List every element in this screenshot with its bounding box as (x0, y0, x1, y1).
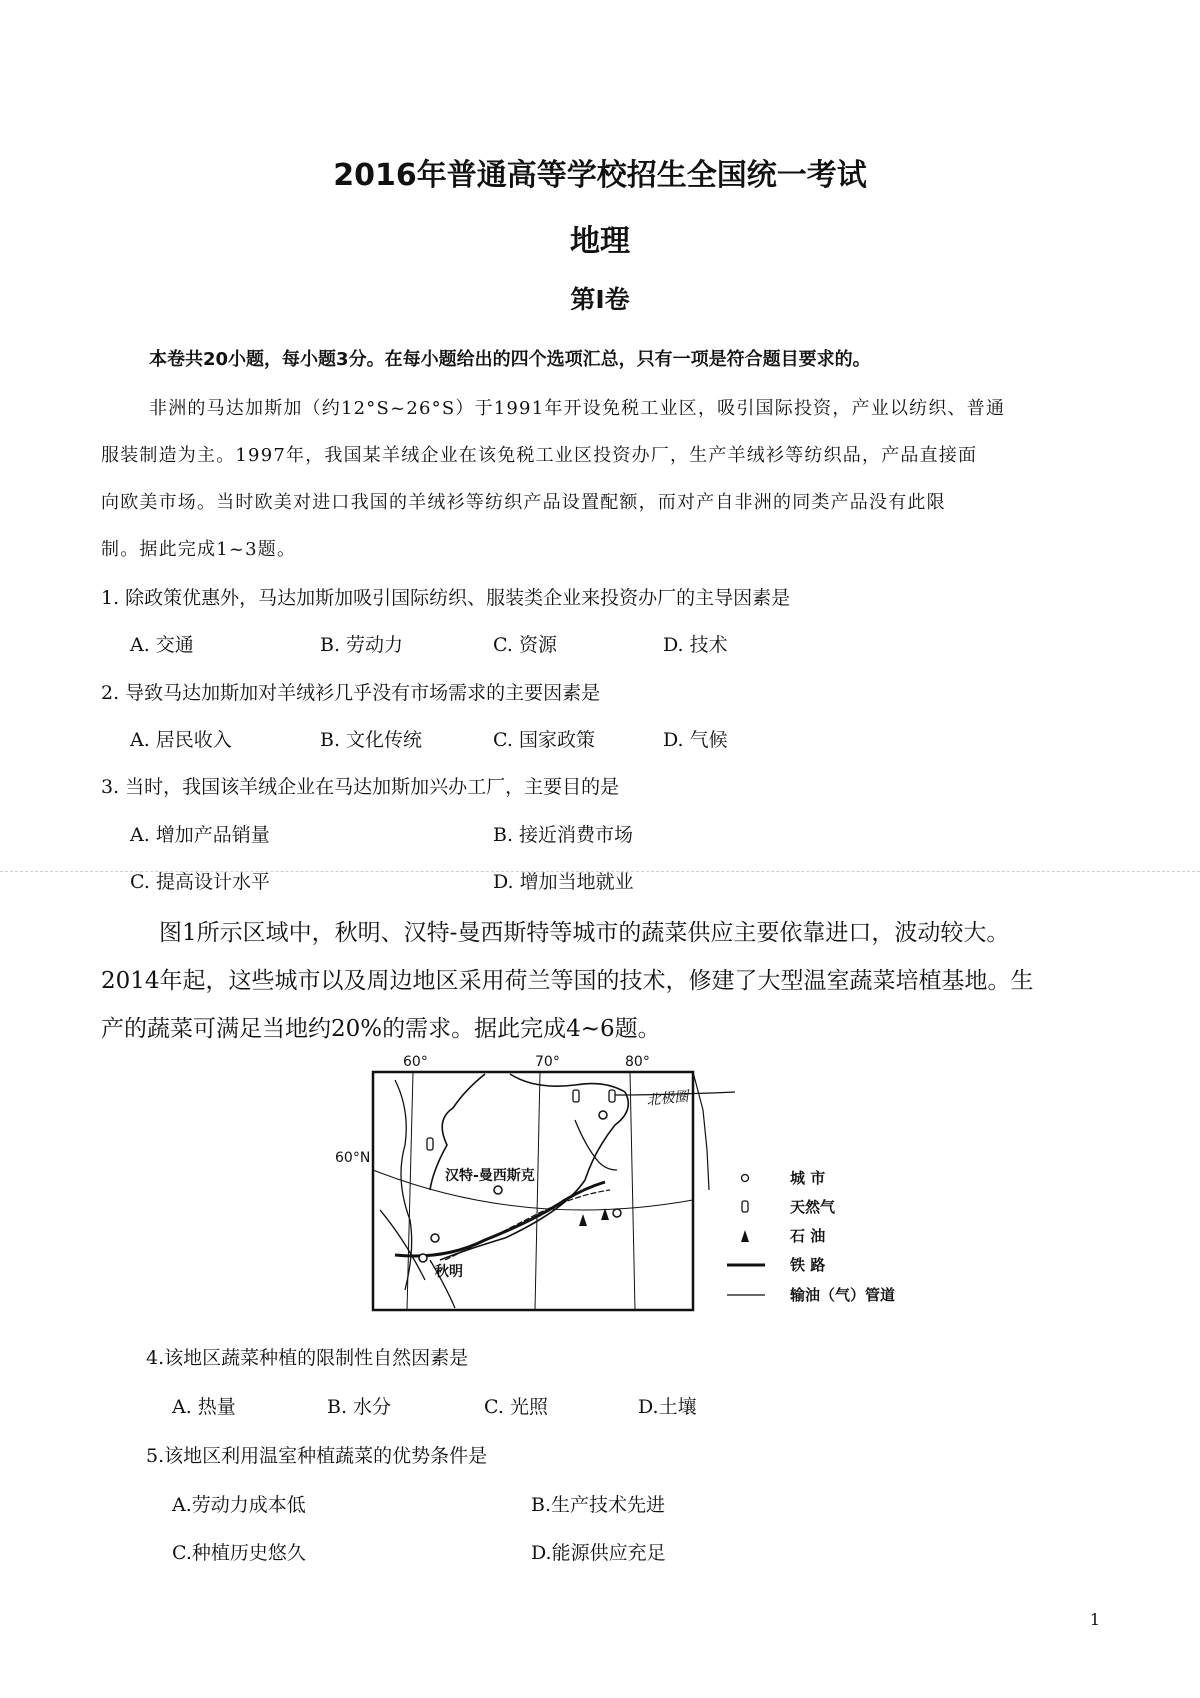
figure-1-map (335, 1050, 915, 1320)
gas-icon (609, 1090, 615, 1102)
city-marker (613, 1209, 621, 1217)
city-label-khanty-mansiysk: 汉特-曼西斯克 (445, 1168, 535, 1184)
question-1-option-c: C. 资源 (493, 634, 557, 656)
legend-label-gas: 天然气 (790, 1198, 836, 1216)
subject-title: 地理 (570, 224, 630, 259)
legend-label-railway: 铁 路 (790, 1256, 826, 1274)
passage1-line: 非洲的马达加斯加（约12°S~26°S）于1991年开设免税工业区，吸引国际投资，产业以纺织、普通 (149, 398, 1006, 419)
question-2-option-a: A. 居民收入 (130, 729, 232, 751)
question-5-option-c: C.种植历史悠久 (172, 1542, 306, 1564)
passage1-line: 制。据此完成1~3题。 (101, 539, 297, 560)
page-divider (0, 871, 1200, 872)
question-1-option-a: A. 交通 (130, 634, 194, 656)
legend-label-oil: 石 油 (790, 1227, 826, 1245)
question-3-stem: 3. 当时，我国该羊绒企业在马达加斯加兴办工厂，主要目的是 (101, 776, 620, 798)
question-1-option-b: B. 劳动力 (320, 634, 404, 656)
oil-icon (741, 1230, 749, 1242)
lon-label-60: 60° (403, 1054, 428, 1070)
map-legend (727, 1169, 895, 1304)
city-marker-khanty-mansiysk (494, 1186, 502, 1194)
question-2-stem: 2. 导致马达加斯加对羊绒衫几乎没有市场需求的主要因素是 (101, 682, 601, 704)
legend-label-pipeline: 输油（气）管道 (790, 1286, 896, 1304)
section-instructions: 本卷共20小题，每小题3分。在每小题给出的四个选项汇总，只有一项是符合题目要求的。 (149, 349, 871, 370)
lon-label-80: 80° (625, 1054, 650, 1070)
passage1-line: 服装制造为主。1997年，我国某羊绒企业在该免税工业区投资办厂，生产羊绒衫等纺织品，产品直接面 (101, 445, 978, 466)
passage1-line: 向欧美市场。当时欧美对进口我国的羊绒衫等纺织产品设置配额，而对产自非洲的同类产品没有此限 (101, 492, 946, 513)
question-4-stem: 4.该地区蔬菜种植的限制性自然因素是 (146, 1347, 469, 1369)
city-marker (431, 1234, 439, 1242)
city-icon (742, 1175, 749, 1182)
question-1-option-d: D. 技术 (663, 634, 728, 656)
question-2-option-d: D. 气候 (663, 729, 728, 751)
passage2-line: 图1所示区域中，秋明、汉特-曼西斯特等城市的蔬菜供应主要依靠进口，波动较大。 (159, 920, 1010, 946)
gas-icon (573, 1090, 579, 1102)
lon-label-70: 70° (535, 1054, 560, 1070)
gas-icon (742, 1201, 748, 1212)
passage2-line: 2014年起，这些城市以及周边地区采用荷兰等国的技术，修建了大型温室蔬菜培植基地。生 (101, 968, 1034, 994)
gas-icon (427, 1138, 433, 1150)
question-3-option-d: D. 增加当地就业 (493, 871, 634, 893)
question-4-option-b: B. 水分 (327, 1396, 392, 1418)
arctic-circle-label: 北极圈 (645, 1088, 690, 1109)
question-5-stem: 5.该地区利用温室种植蔬菜的优势条件是 (146, 1445, 488, 1467)
question-1-stem: 1. 除政策优惠外，马达加斯加吸引国际纺织、服装类企业来投资办厂的主导因素是 (101, 587, 791, 609)
city-label-tyumen: 秋明 (435, 1264, 463, 1280)
map-frame (373, 1072, 693, 1310)
volume-title: 第I卷 (570, 285, 630, 314)
question-2-option-b: B. 文化传统 (320, 729, 423, 751)
lat-label-60n: 60°N (335, 1150, 371, 1166)
projection-edge (693, 1072, 709, 1190)
exam-title: 2016年普通高等学校招生全国统一考试 (333, 158, 867, 193)
question-5-option-d: D.能源供应充足 (531, 1542, 666, 1564)
legend-label-city: 城 市 (790, 1169, 826, 1187)
question-3-option-a: A. 增加产品销量 (130, 824, 270, 846)
question-3-option-c: C. 提高设计水平 (130, 871, 270, 893)
page-number: 1 (1089, 1610, 1100, 1629)
question-4-option-a: A. 热量 (172, 1396, 236, 1418)
question-5-option-b: B.生产技术先进 (531, 1494, 666, 1516)
city-marker (599, 1111, 607, 1119)
passage2-line: 产的蔬菜可满足当地约20%的需求。据此完成4~6题。 (101, 1016, 661, 1042)
question-5-option-a: A.劳动力成本低 (172, 1494, 306, 1516)
city-marker-tyumen (419, 1254, 427, 1262)
question-4-option-c: C. 光照 (484, 1396, 548, 1418)
question-4-option-d: D.土壤 (638, 1396, 697, 1418)
question-2-option-c: C. 国家政策 (493, 729, 595, 751)
question-3-option-b: B. 接近消费市场 (493, 824, 634, 846)
